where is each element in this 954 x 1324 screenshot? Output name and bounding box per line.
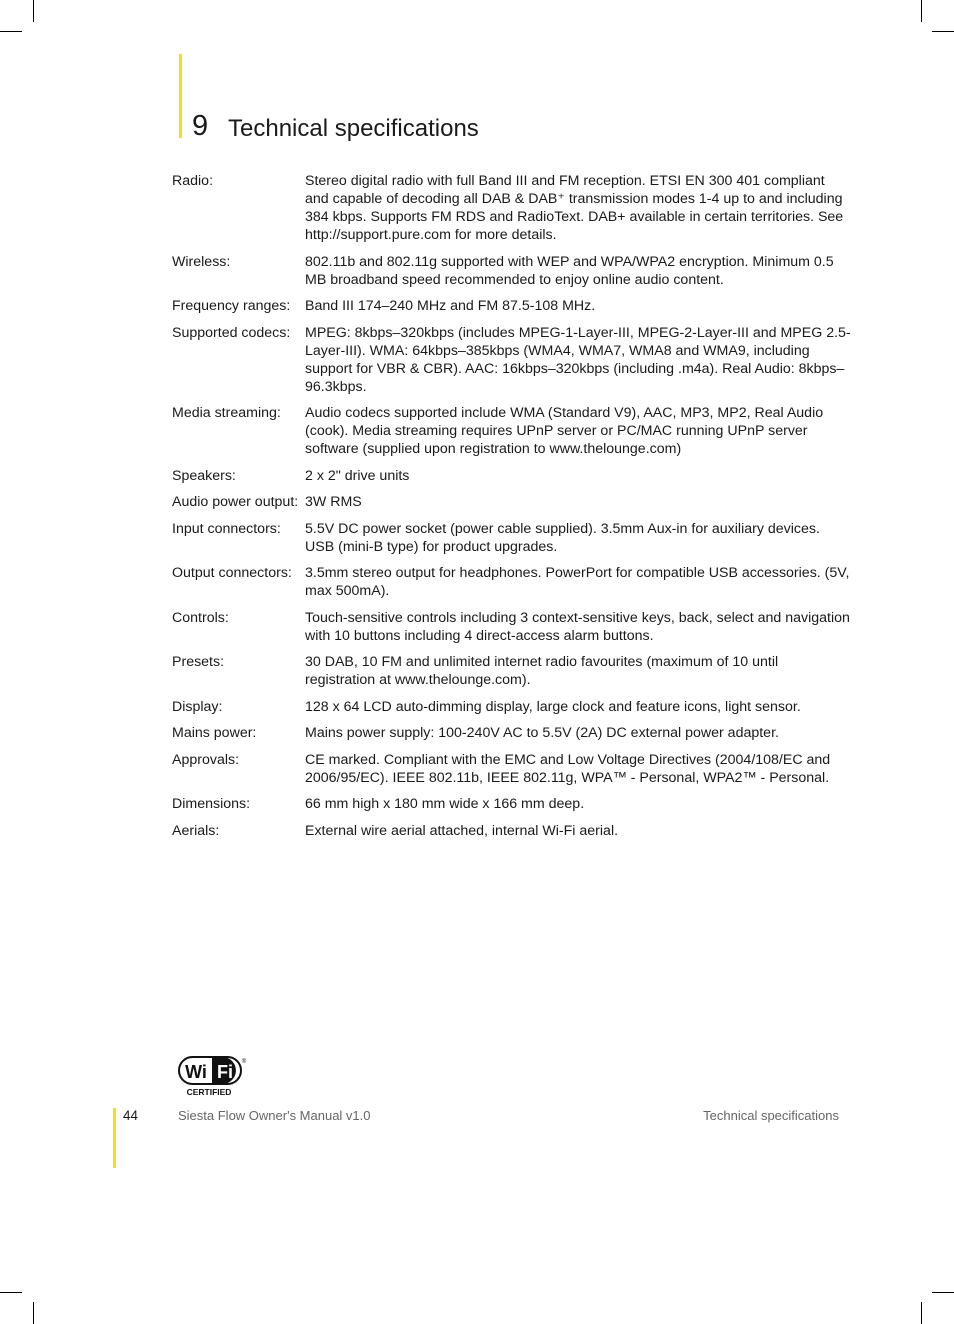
- spec-row: [172, 520, 852, 556]
- spec-row: [172, 822, 852, 840]
- spec-value: External wire aerial attached, internal Wi-Fi aerial.: [305, 822, 619, 839]
- spec-value: 802.11b and 802.11g supported with WEP and WPA/WPA2 encryption. Minimum 0.5 MB broadband speed recommended to enjoy online audio content.: [305, 253, 834, 288]
- crop-mark: [0, 1292, 22, 1293]
- wifi-logo-certified: CERTIFIED: [186, 1087, 232, 1097]
- spec-label: Wireless:: [172, 253, 231, 270]
- spec-label: Supported codecs:: [172, 324, 291, 341]
- spec-label: Input connectors:: [172, 520, 281, 537]
- spec-value: 66 mm high x 180 mm wide x 166 mm deep.: [305, 796, 585, 812]
- spec-label: Audio power output:: [172, 494, 299, 510]
- spec-row: [172, 253, 852, 289]
- spec-row: [172, 795, 852, 813]
- crop-mark: [921, 1302, 922, 1324]
- spec-row: [172, 751, 852, 787]
- wifi-logo-fi: Fi: [217, 1062, 233, 1082]
- spec-value: 5.5V DC power socket (power cable supplied). 3.5mm Aux-in for auxiliary devices. USB (mini-B type) for product upgrades.: [305, 520, 820, 555]
- spec-row: [172, 467, 852, 485]
- spec-value: 2 x 2" drive units: [305, 467, 410, 484]
- spec-row: [172, 653, 852, 689]
- spec-label: Display:: [172, 698, 223, 715]
- spec-value: Stereo digital radio with full Band III and FM reception. ETSI EN 300 401 compliant and capable of decoding all DAB & DAB⁺ transmission modes 1-4 up to and including 384 kbps. Supports FM RDS and RadioText. DAB+ available in certain territories. See http://support.pure.com for more details.: [305, 173, 844, 243]
- spec-value: 3W RMS: [305, 494, 362, 510]
- spec-value: Band III 174–240 MHz and FM 87.5-108 MHz.: [305, 298, 596, 314]
- spec-value: CE marked. Compliant with the EMC and Low Voltage Directives (2004/108/EC and 2006/95/EC). IEEE 802.11b, IEEE 802.11g, WPA™ - Personal, WPA2™ - Personal.: [305, 751, 831, 786]
- spec-row: [172, 324, 852, 396]
- footer-accent-bar: [113, 1108, 116, 1168]
- spec-label: Speakers:: [172, 467, 236, 484]
- spec-label: Presets:: [172, 654, 225, 670]
- crop-mark: [932, 31, 954, 32]
- chapter-accent-bar: [179, 54, 182, 138]
- spec-label: Approvals:: [172, 751, 240, 768]
- spec-row: [172, 564, 852, 600]
- spec-row: [172, 698, 852, 716]
- spec-row: [172, 172, 852, 244]
- spec-label: Dimensions:: [172, 796, 251, 812]
- spec-list: [172, 172, 852, 848]
- crop-mark: [33, 1302, 34, 1324]
- spec-value: 3.5mm stereo output for headphones. PowerPort for compatible USB accessories. (5V, max 500mA).: [305, 565, 850, 599]
- footer-section-title: Technical specifications: [703, 1108, 839, 1123]
- wifi-logo-wi: Wi: [185, 1062, 207, 1082]
- spec-value: 128 x 64 LCD auto-dimming display, large clock and feature icons, light sensor.: [305, 698, 801, 715]
- spec-row: [172, 493, 852, 511]
- page-title: Technical specifications: [228, 115, 479, 142]
- spec-value: Audio codecs supported include WMA (Standard V9), AAC, MP3, MP2, Real Audio (cook). Media streaming requires UPnP server or PC/MAC running UPnP server software (supplied upon registration to www.thelounge.com): [305, 405, 824, 457]
- spec-label: Controls:: [172, 609, 229, 626]
- spec-row: [172, 297, 852, 315]
- page-number: 44: [123, 1108, 139, 1123]
- crop-mark: [921, 0, 922, 22]
- wifi-logo-registered: ®: [241, 1059, 247, 1065]
- spec-value: Mains power supply: 100-240V AC to 5.5V (2A) DC external power adapter.: [305, 725, 779, 741]
- spec-row: [172, 609, 852, 645]
- chapter-number: 9: [192, 110, 209, 142]
- spec-label: Media streaming:: [172, 405, 281, 421]
- spec-label: Output connectors:: [172, 565, 292, 581]
- crop-mark: [33, 0, 34, 22]
- spec-label: Frequency ranges:: [172, 298, 291, 314]
- spec-value: 30 DAB, 10 FM and unlimited internet radio favourites (maximum of 10 until registration at www.thelounge.com).: [305, 654, 779, 688]
- wifi-certified-logo: [178, 1055, 250, 1099]
- crop-mark: [0, 31, 22, 32]
- spec-row: [172, 724, 852, 742]
- spec-label: Aerials:: [172, 822, 220, 839]
- spec-label: Radio:: [172, 173, 214, 189]
- spec-row: [172, 404, 852, 458]
- footer-manual-title: Siesta Flow Owner's Manual v1.0: [178, 1108, 371, 1123]
- spec-value: MPEG: 8kbps–320kbps (includes MPEG-1-Layer-III, MPEG-2-Layer-III and MPEG 2.5-Layer-III). WMA: 64kbps–385kbps (WMA4, WMA7, WMA8 and WMA9, including support for VBR & CBR). AAC: 16kbps–320kbps (including .m4a). Real Audio: 8kbps–96.3kbps.: [305, 324, 851, 395]
- spec-label: Mains power:: [172, 725, 257, 741]
- spec-value: Touch-sensitive controls including 3 context-sensitive keys, back, select and navigation with 10 buttons including 4 direct-access alarm buttons.: [305, 609, 850, 644]
- crop-mark: [932, 1292, 954, 1293]
